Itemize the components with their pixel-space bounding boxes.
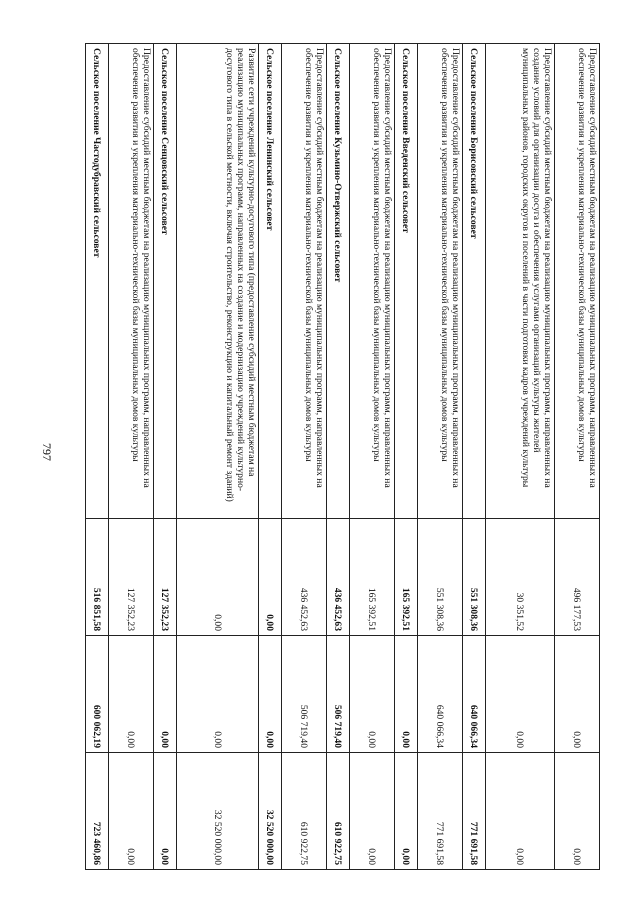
table-row xyxy=(281,44,326,870)
row-value-3: 771 691,58 xyxy=(463,753,486,870)
row-value-3: 723 460,86 xyxy=(86,753,109,870)
row-value-2: 0,00 xyxy=(485,636,554,753)
row-description: Предоставление субсидий местным бюджетам на реализацию муниципальных программ, направленных на обеспечение развития и укрепления материально-технической базы муниципальных домов культуры xyxy=(281,44,326,519)
row-value-3: 0,00 xyxy=(349,753,394,870)
row-value-3: 771 691,58 xyxy=(417,753,462,870)
row-value-1: 551 308,36 xyxy=(417,519,462,636)
table-body xyxy=(86,44,600,870)
row-value-2: 0,00 xyxy=(259,636,282,753)
row-value-3: 32 520 000,00 xyxy=(259,753,282,870)
row-value-2: 640 066,34 xyxy=(417,636,462,753)
row-value-2: 506 719,40 xyxy=(327,636,350,753)
row-description: Предоставление субсидий местным бюджетам на реализацию муниципальных программ, направленных на создание условий для организации досуга и обеспечения услугами организаций культуры жителей муниципальных районов, городских округов и поселений в части подготовки кадров учреждений культуры xyxy=(485,44,554,519)
row-value-1: 0,00 xyxy=(176,519,258,636)
table-row-settlement xyxy=(327,44,350,870)
row-value-1: 165 392,51 xyxy=(349,519,394,636)
row-value-3: 0,00 xyxy=(554,753,599,870)
row-value-3: 0,00 xyxy=(395,753,418,870)
row-value-3: 0,00 xyxy=(485,753,554,870)
row-value-1: 516 851,58 xyxy=(86,519,109,636)
row-value-2: 0,00 xyxy=(349,636,394,753)
row-value-1: 436 452,63 xyxy=(281,519,326,636)
table-row xyxy=(417,44,462,870)
row-value-1: 436 452,63 xyxy=(327,519,350,636)
table-row xyxy=(349,44,394,870)
rotated-page xyxy=(85,43,600,868)
row-value-1: 30 351,52 xyxy=(485,519,554,636)
row-description: Сельское поселение Борисовский сельсовет xyxy=(463,44,486,519)
row-value-2: 0,00 xyxy=(395,636,418,753)
row-description: Сельское поселение Введенский сельсовет xyxy=(395,44,418,519)
row-value-2: 0,00 xyxy=(108,636,153,753)
table-row-settlement xyxy=(395,44,418,870)
row-description: Предоставление субсидий местным бюджетам на реализацию муниципальных программ, направленных на обеспечение развития и укрепления материально-технической базы муниципальных домов культуры xyxy=(417,44,462,519)
row-value-2: 640 066,34 xyxy=(463,636,486,753)
row-value-2: 600 062,19 xyxy=(86,636,109,753)
row-value-1: 551 308,36 xyxy=(463,519,486,636)
table-row-settlement xyxy=(86,44,109,870)
row-value-1: 496 177,53 xyxy=(554,519,599,636)
table-row-settlement xyxy=(463,44,486,870)
row-value-2: 0,00 xyxy=(154,636,177,753)
table-row xyxy=(554,44,599,870)
table-row-settlement xyxy=(259,44,282,870)
row-value-3: 0,00 xyxy=(154,753,177,870)
row-description: Предоставление субсидий местным бюджетам на реализацию муниципальных программ, направленных на обеспечение развития и укрепления материально-технической базы муниципальных домов культуры xyxy=(554,44,599,519)
row-value-3: 32 520 000,00 xyxy=(176,753,258,870)
page-number: 797 xyxy=(40,443,54,461)
row-description: Сельское поселение Частодубравский сельсовет xyxy=(86,44,109,519)
row-value-1: 127 352,23 xyxy=(108,519,153,636)
table-row xyxy=(176,44,258,870)
row-value-1: 165 392,51 xyxy=(395,519,418,636)
row-value-2: 0,00 xyxy=(176,636,258,753)
row-description: Предоставление субсидий местным бюджетам на реализацию муниципальных программ, направленных на обеспечение развития и укрепления материально-технической базы муниципальных домов культуры xyxy=(349,44,394,519)
row-value-3: 0,00 xyxy=(108,753,153,870)
row-value-3: 610 922,75 xyxy=(327,753,350,870)
table-row-settlement xyxy=(154,44,177,870)
row-description: Сельское поселение Ленинский сельсовет xyxy=(259,44,282,519)
table-row xyxy=(485,44,554,870)
row-value-3: 610 922,75 xyxy=(281,753,326,870)
table-row xyxy=(108,44,153,870)
row-description: Развитие сети учреждений культурно-досугового типа (предоставление субсидий местным бюджетам на реализацию муниципальных программ, направленных на создание и модернизацию учреждений культурно-досугового типа в сельской местности, включая строительство, реконструкцию и капитальный ремонт зданий) xyxy=(176,44,258,519)
row-description: Сельское поселение Сенцовский сельсовет xyxy=(154,44,177,519)
subsidies-table xyxy=(85,43,600,870)
row-value-2: 0,00 xyxy=(554,636,599,753)
row-description: Предоставление субсидий местным бюджетам на реализацию муниципальных программ, направленных на обеспечение развития и укрепления материально-технической базы муниципальных домов культуры xyxy=(108,44,153,519)
row-description: Сельское поселение Кузьмино-Отвержский сельсовет xyxy=(327,44,350,519)
row-value-1: 0,00 xyxy=(259,519,282,636)
row-value-1: 127 352,23 xyxy=(154,519,177,636)
row-value-2: 506 719,40 xyxy=(281,636,326,753)
